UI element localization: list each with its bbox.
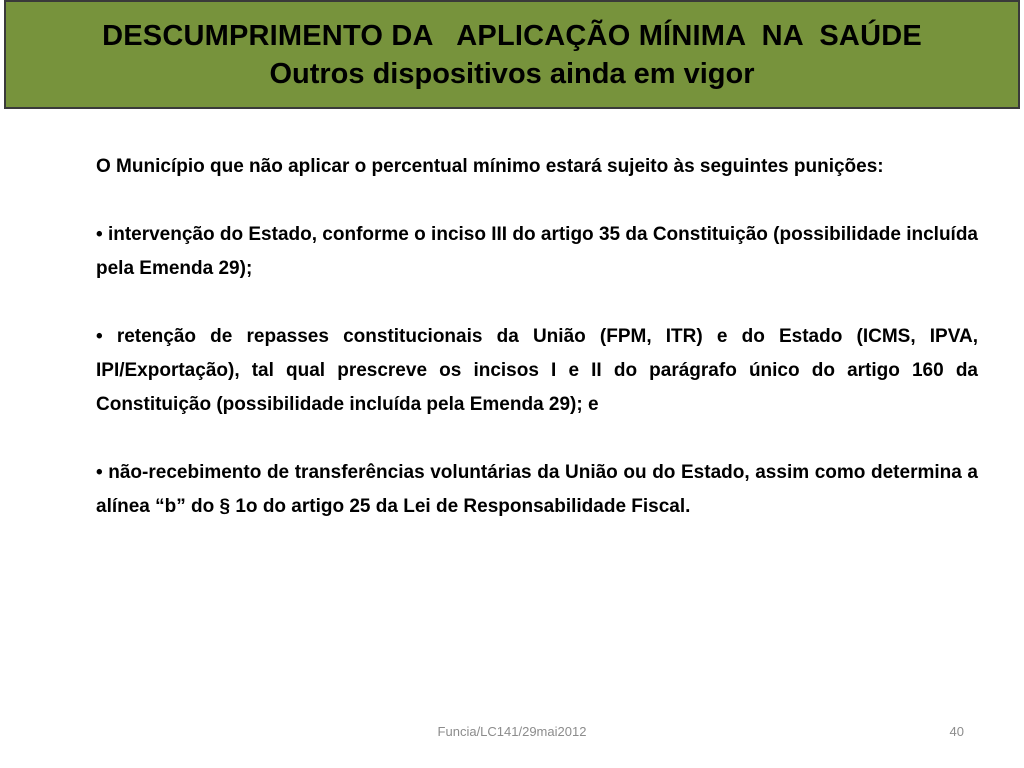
bullet-retention: • retenção de repasses constitucionais da União (FPM, ITR) e do Estado (ICMS, IPVA, IPI/Exportação), tal qual prescreve os incisos I e II do parágrafo único do artigo 160 da Constituição (possibilidade incluída pela Emenda 29); e — [96, 326, 978, 415]
bullet-intervention: • intervenção do Estado, conforme o inciso III do artigo 35 da Constituição (possibilidade incluída pela Emenda 29); — [96, 224, 978, 279]
page-number: 40 — [949, 724, 964, 739]
intro-paragraph: O Município que não aplicar o percentual mínimo estará sujeito às seguintes punições: — [96, 156, 884, 177]
slide-title: DESCUMPRIMENTO DA APLICAÇÃO MÍNIMA NA SAÚDE — [102, 19, 922, 52]
slide-subtitle: Outros dispositivos ainda em vigor — [269, 57, 755, 90]
footer-source: Funcia/LC141/29mai2012 — [437, 724, 587, 739]
bullet-transfers: • não-recebimento de transferências voluntárias da União ou do Estado, assim como determina a alínea “b” do § 1o do artigo 25 da Lei de Responsabilidade Fiscal. — [96, 462, 978, 517]
slide-body — [96, 150, 978, 524]
title-banner — [4, 0, 1020, 109]
